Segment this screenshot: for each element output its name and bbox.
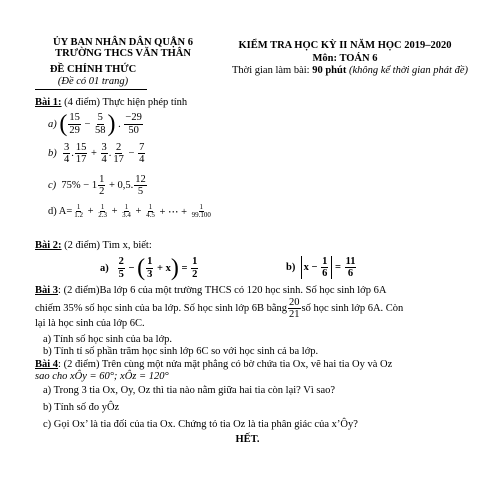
end-marker: HẾT. bbox=[235, 434, 260, 445]
bai3-b: b) Tính tỉ số phần trăm học sinh lớp 6C so với học sinh cả ba lớp. bbox=[43, 346, 319, 357]
bai3-a: a) Tính số học sinh của ba lớp. bbox=[43, 334, 172, 345]
district-name: ỦY BAN NHÂN DÂN QUẬN 6 bbox=[53, 37, 193, 48]
header-rule bbox=[35, 89, 147, 90]
bai3-line1: Bài 3: (2 điểm)Ba lớp 6 của một trường THCS có 120 học sinh. Số học sinh lớp 6A bbox=[35, 285, 387, 296]
bai4-c: c) Gọi Ox’ là tia đối của tia Ox. Chứng tỏ tia Oz là tia phân giác của x’Ôy? bbox=[43, 419, 358, 430]
exam-title: KIỂM TRA HỌC KỲ II NĂM HỌC 2019–2020 bbox=[238, 40, 452, 51]
bai2-b: b) x − $\frac{1}{6}$ = $\frac{11}{6}$ bbox=[286, 256, 356, 280]
bai1-heading: Bài 1: (4 điểm) Thực hiện phép tính bbox=[35, 97, 188, 108]
bai4-line2: sao cho xÔy = 60°; xÔz = 120° bbox=[35, 371, 169, 382]
time-info: Thời gian làm bài: 90 phút (không kể thời gian phát đề) bbox=[231, 65, 468, 76]
bai2-heading: Bài 2: (2 điểm) Tìm x, biết: bbox=[35, 240, 152, 251]
official-label: ĐỀ CHÍNH THỨC bbox=[49, 64, 137, 75]
bai3-line3: lại là học sinh của lớp 6C. bbox=[35, 318, 145, 329]
bai2-a: a) $\frac{2}{5}$ − ( $\frac{1}{3}$ + x ) = $\frac{1}{2}$ bbox=[100, 255, 198, 281]
bai1-b: b) $\frac{3}{4}$ . $\frac{15}{17}$ + $\frac{3}{4}$ . $\frac{2}{17}$ − $\frac{7}{4}$ bbox=[48, 142, 145, 166]
subject: Môn: TOÁN 6 bbox=[312, 53, 378, 64]
school-name: TRƯỜNG THCS VĂN THÂN bbox=[55, 48, 191, 59]
bai3-line2: chiếm 35% số học sinh của ba lớp. Số học sinh lớp 6B bằng $\frac{20}{21}$ số học sinh lớp 6A. Còn bbox=[35, 297, 404, 321]
bai1-c: c) 75% − 1 $\frac{1}{2}$ + 0,5. $\frac{12}{5}$ bbox=[48, 174, 146, 198]
bai1-a: a) ( $\frac{15}{29}$ − $\frac{5}{58}$ ) . $\frac{-29}{50}$ bbox=[48, 111, 142, 137]
bai4-line1: Bài 4: (2 điểm) Trên cùng một nửa mặt phẳng có bờ chứa tia Ox, vẽ hai tia Oy và Oz bbox=[35, 359, 393, 370]
bai1-d: d) A= $\frac{1}{1.2}$ + $\frac{1}{2.3}$ + $\frac{1}{3.4}$ + $\frac{1}{4.5}$ + ⋯ + $\frac{1}{99.100}$ bbox=[48, 203, 211, 220]
page-count: (Đề có 01 trang) bbox=[57, 76, 129, 87]
bai4-b: b) Tính số đo yÔz bbox=[43, 402, 120, 413]
bai4-a: a) Trong 3 tia Ox, Oy, Oz thì tia nào nằm giữa hai tia còn lại? Vì sao? bbox=[43, 385, 336, 396]
